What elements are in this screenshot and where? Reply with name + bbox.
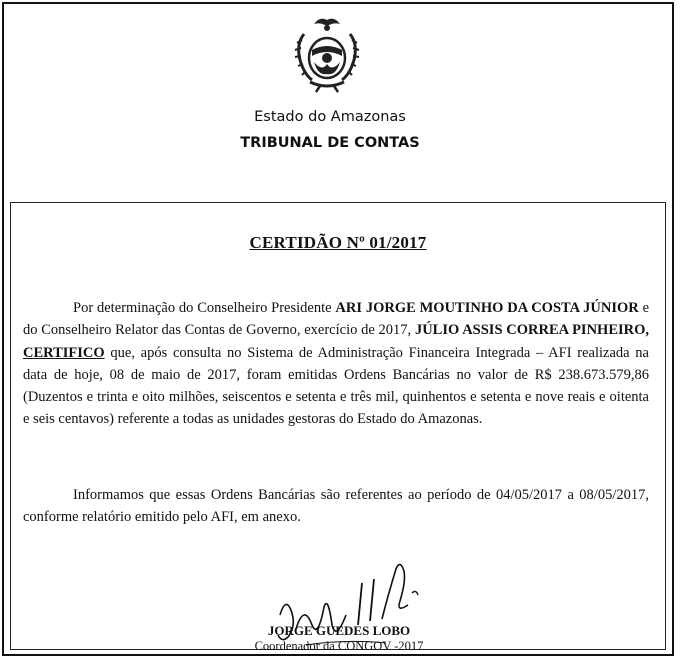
certificate-title: CERTIDÃO Nº 01/2017 — [249, 233, 427, 252]
signatory-role: Coordenador da CONGOV -2017 — [254, 639, 424, 653]
header-court: TRIBUNAL DE CONTAS — [240, 135, 420, 151]
president-name: ARI JORGE MOUTINHO DA COSTA JÚNIOR — [335, 300, 639, 316]
header-state: Estado do Amazonas — [254, 109, 406, 125]
coat-of-arms-emblem — [292, 14, 362, 94]
paragraph-period — [23, 484, 649, 529]
paragraph-determination — [23, 297, 649, 431]
p2-text: Informamos que essas Ordens Bancárias são referentes ao período de 04/05/2017 a 08/05/2017, conforme relatório emitido pelo AFI, em anexo. — [23, 487, 649, 526]
signatory-name: JORGE GUEDES LOBO — [267, 623, 411, 638]
rapporteur-name: JÚLIO ASSIS CORREA PINHEIRO, — [414, 322, 650, 339]
certificate-page — [2, 2, 674, 656]
p1-text-1: Por determinação do Conselheiro Presidente — [73, 300, 336, 316]
p1-text-2: e do Conselheiro Relator das Contas de Governo, exercício de 2017, — [23, 300, 650, 339]
certifico-word: CERTIFICO — [23, 344, 105, 361]
certificate-box — [10, 202, 666, 653]
p1-text-4: que, após consulta no Sistema de Administração Financeira Integrada – AFI realizada na data de hoje, 08 de maio de 2017, foram emitidas Ordens Bancárias no valor de R$ 238.673.579,86 (Duzentos e trinta e oito milhões, seiscentos e setenta e três mil, quinhentos e setenta e nove reais e oitenta e seis centavos) referente a todas as unidades gestoras do Estado do Amazonas. — [23, 344, 649, 428]
